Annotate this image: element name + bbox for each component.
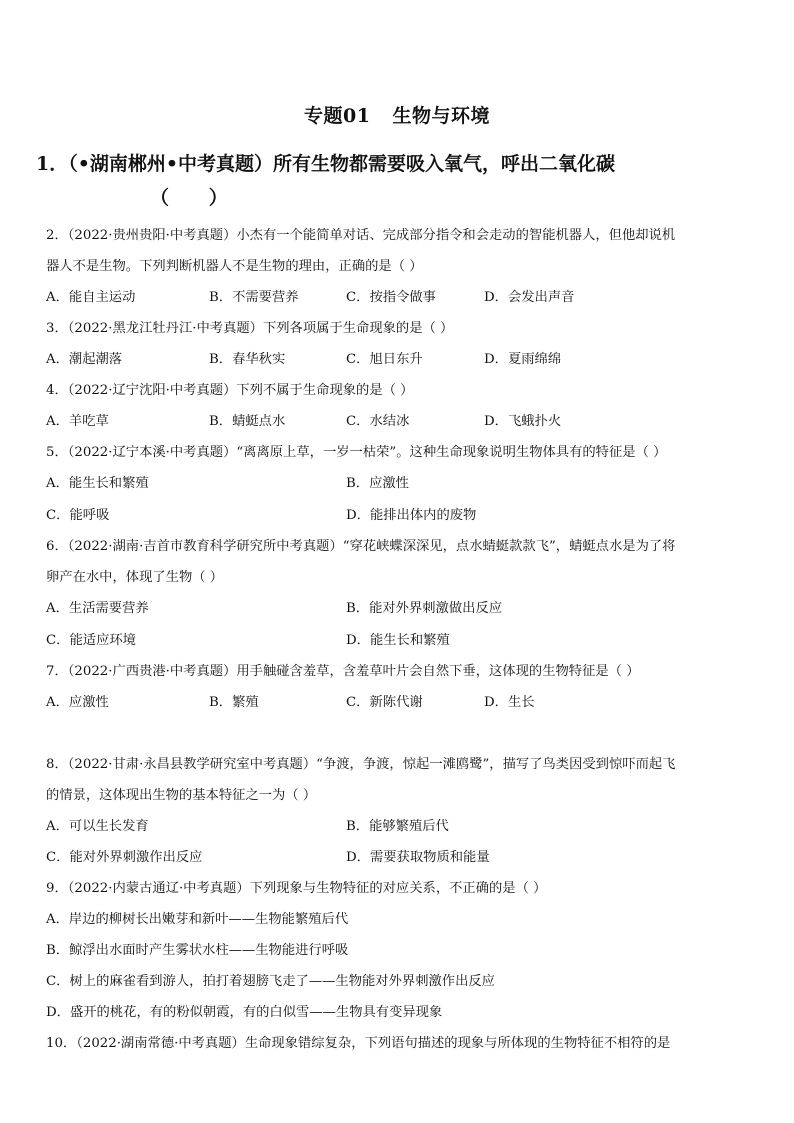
question-5-option-d: D．能排出体内的废物 [346, 508, 477, 523]
question-6-option-c: C．能适应环境 [46, 633, 136, 648]
question-6-line-1: 6．（2022·湖南·吉首市教育科学研究所中考真题）“穿花峡蝶深深见，点水蜻蜓款款飞”，蜻蜓点水是为了将 [46, 539, 676, 554]
question-7-option-d: D．生长 [484, 695, 535, 710]
question-8-option-a: A．可以生长发育 [46, 819, 149, 834]
question-8-line-1: 8．（2022·甘肃·永昌县教学研究室中考真题）“争渡，争渡，惊起一滩鸥鹭”，描写了鸟类因受到惊吓而起飞 [46, 757, 676, 772]
question-9-option-a: A．岸边的柳树长出嫩芽和新叶——生物能繁殖后代 [46, 912, 349, 927]
question-2-line-1: 2．（2022·贵州贵阳·中考真题）小杰有一个能简单对话、完成部分指令和会走动的智能机器人，但他却说机 [46, 228, 676, 243]
question-3-line-1: 3．（2022·黑龙江牡丹江·中考真题）下列各项属于生命现象的是（ ） [46, 321, 454, 336]
question-1-text: 1．（•湖南郴州•中考真题）所有生物都需要吸入氧气，呼出二氧化碳 [36, 153, 616, 175]
question-6-line-2: 卵产在水中，体现了生物（ ） [46, 570, 224, 585]
question-7-line-1: 7．（2022·广西贵港·中考真题）用手触碰含羞草，含羞草叶片会自然下垂，这体现的生物特征是（ ） [46, 664, 640, 679]
question-3-option-d: D．夏雨绵绵 [484, 352, 562, 367]
question-4-option-a: A．羊吃草 [46, 414, 109, 429]
question-6-option-b: B．能对外界刺激做出反应 [346, 601, 503, 616]
question-10-line-1: 10．（2022·湖南常德·中考真题）生命现象错综复杂，下列语句描述的现象与所体现的生物特征不相符的是 [46, 1036, 671, 1051]
question-4-option-b: B．蜻蜓点水 [209, 414, 286, 429]
question-2-option-b: B．不需要营养 [209, 290, 299, 305]
question-8-line-2: 的情景，这体现出生物的基本特征之一为（ ） [46, 788, 317, 803]
question-1 [36, 146, 766, 182]
question-8-option-c: C．能对外界刺激作出反应 [46, 850, 203, 865]
question-6-option-d: D．能生长和繁殖 [346, 633, 450, 648]
question-5-option-a: A．能生长和繁殖 [46, 476, 149, 491]
question-5-option-c: C．能呼吸 [46, 508, 110, 523]
question-2-option-d: D．会发出声音 [484, 290, 575, 305]
question-2-line-2: 器人不是生物。下列判断机器人不是生物的理由，正确的是（ ） [46, 259, 423, 274]
question-3-option-c: C．旭日东升 [346, 352, 423, 367]
question-1-answer-blank: （ ） [150, 187, 228, 209]
question-6-option-a: A．生活需要营养 [46, 601, 149, 616]
question-9-option-b: B．鲸浮出水面时产生雾状水柱——生物能进行呼吸 [46, 943, 349, 958]
title-topic-name: 生物与环境 [392, 105, 490, 127]
question-8-option-b: B．能够繁殖后代 [346, 819, 449, 834]
question-4-option-c: C．水结冰 [346, 414, 410, 429]
question-2-option-c: C．按指令做事 [346, 290, 436, 305]
question-3-option-a: A．潮起潮落 [46, 352, 123, 367]
question-9-line-1: 9．（2022·内蒙古通辽·中考真题）下列现象与生物特征的对应关系，不正确的是（ ） [46, 881, 547, 896]
question-4-option-d: D．飞蛾扑火 [484, 414, 562, 429]
question-9-option-d: D．盛开的桃花，有的粉似朝霞，有的白似雪——生物具有变异现象 [46, 1005, 443, 1020]
question-8-option-d: D．需要获取物质和能量 [346, 850, 490, 865]
question-5-option-b: B．应激性 [346, 476, 409, 491]
question-5-line-1: 5．（2022·辽宁本溪·中考真题）“离离原上草，一岁一枯荣”。这种生命现象说明生物体具有的特征是（ ） [46, 445, 667, 460]
title-topic-number: 专题01 [304, 105, 371, 127]
question-3-option-b: B．春华秋实 [209, 352, 286, 367]
question-9-option-c: C．树上的麻雀看到游人，拍打着翅膀飞走了——生物能对外界刺激作出反应 [46, 974, 495, 989]
question-7-option-b: B．繁殖 [209, 695, 259, 710]
question-2-option-a: A．能自主运动 [46, 290, 136, 305]
question-4-line-1: 4．（2022·辽宁沈阳·中考真题）下列不属于生命现象的是（ ） [46, 383, 414, 398]
question-7-option-c: C．新陈代谢 [346, 695, 423, 710]
question-7-option-a: A．应激性 [46, 695, 109, 710]
page-title [0, 101, 794, 128]
